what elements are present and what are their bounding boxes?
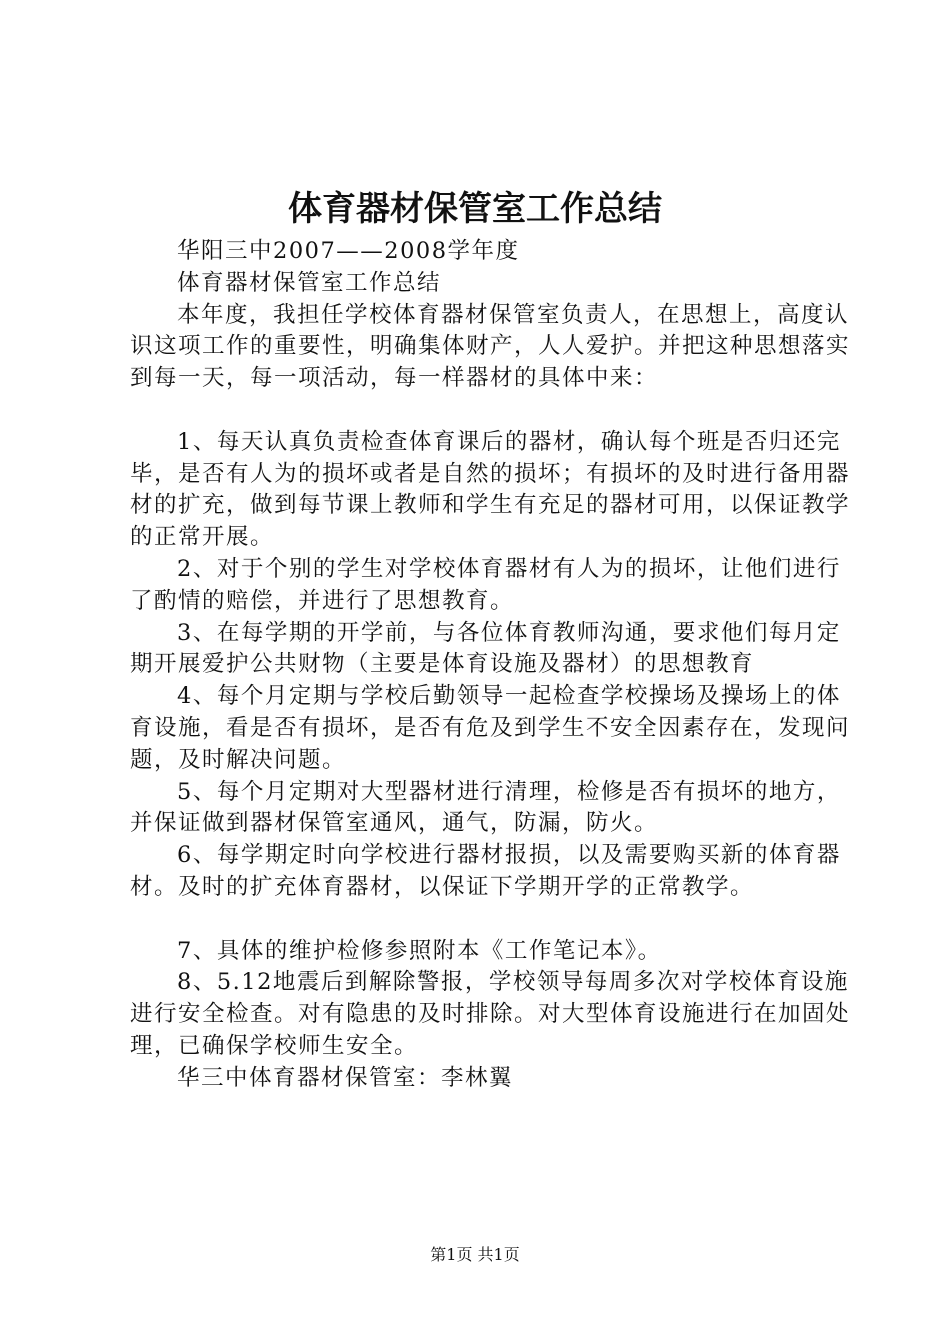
paragraph-gap [130,904,850,936]
list-item-2: 2、对于个别的学生对学校体育器材有人为的损坏，让他们进行了酌情的赔偿，并进行了思想教育。 [130,555,841,614]
subtitle-report-name: 体育器材保管室工作总结 [177,269,442,296]
document-body [130,236,850,1095]
list-item-1: 1、每天认真负责检查体育课后的器材，确认每个班是否归还完毕，是否有人为的损坏或者是自然的损坏；有损坏的及时进行备用器材的扩充，做到每节课上教师和学生有充足的器材可用，以保证教学的正常开展。 [130,428,851,551]
signature: 华三中体育器材保管室：李林翼 [177,1064,514,1091]
page-title: 体育器材保管室工作总结 [288,189,662,229]
intro-paragraph: 本年度，我担任学校体育器材保管室负责人，在思想上，高度认识这项工作的重要性，明确集体财产，人人爱护。并把这种思想落实到每一天，每一项活动，每一样器材的具体中来： [130,301,851,392]
paragraph-gap [130,395,850,427]
list-item-6: 6、每学期定时向学校进行器材报损，以及需要购买新的体育器材。及时的扩充体育器材，以保证下学期开学的正常教学。 [130,842,841,900]
page-footer: 第1页 共1页 [430,1245,520,1264]
list-item-8: 8、5.12地震后到解除警报，学校领导每周多次对学校体育设施进行安全检查。对有隐患的及时排除。对大型体育设施进行在加固处理，已确保学校师生安全。 [130,969,851,1059]
list-item-7: 7、具体的维护检修参照附本《工作笔记本》。 [177,937,662,964]
list-item-4: 4、每个月定期与学校后勤领导一起检查学校操场及操场上的体育设施，看是否有损坏，是否有危及到学生不安全因素存在，发现问题，及时解决问题。 [130,683,851,773]
list-item-3: 3、在每学期的开学前，与各位体育教师沟通，要求他们每月定期开展爱护公共财物（主要是体育设施及器材）的思想教育 [130,619,841,678]
list-item-5: 5、每个月定期对大型器材进行清理，检修是否有损坏的地方，并保证做到器材保管室通风，通气，防漏，防火。 [130,778,841,837]
subtitle-school-year: 华阳三中2007——2008学年度 [177,238,520,264]
